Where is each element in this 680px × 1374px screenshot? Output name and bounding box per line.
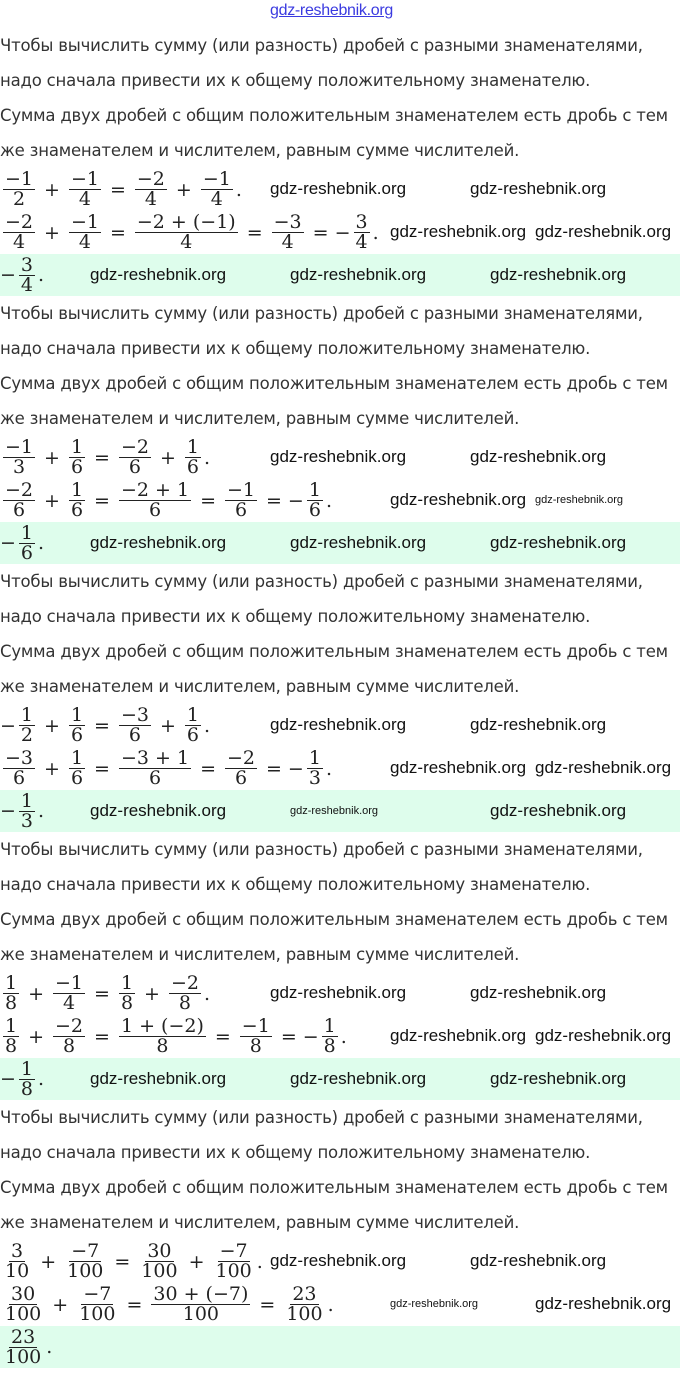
numerator: −3: [273, 211, 302, 233]
denominator: 100: [141, 1260, 178, 1282]
numerator: −2: [136, 168, 165, 190]
watermark-text: gdz-reshebnik.org: [90, 801, 227, 820]
math-text: −: [0, 714, 16, 737]
fraction: [3, 438, 35, 477]
fraction: [185, 438, 201, 477]
numerator: −3 + 1: [120, 747, 190, 769]
answer-box: [0, 1326, 680, 1368]
watermark-text: gdz-reshebnik.org: [470, 715, 607, 734]
math-text: −: [302, 1025, 319, 1048]
fraction: [69, 706, 85, 745]
numerator: −7: [219, 1240, 248, 1262]
solution-block: [0, 296, 680, 564]
operator: +: [44, 446, 60, 469]
numerator: −2 + (−1): [136, 211, 236, 233]
fraction: [3, 1017, 19, 1056]
fraction: [272, 213, 304, 252]
operator: =: [94, 1025, 110, 1048]
operator: +: [144, 982, 160, 1005]
numerator: −3: [120, 704, 149, 726]
operator: =: [126, 1293, 143, 1316]
numerator: 3: [355, 211, 368, 233]
denominator: 100: [67, 1260, 104, 1282]
fraction: [119, 1017, 206, 1056]
explanation-line: Чтобы вычислить сумму (или разность) дробей с разными знаменателями,: [0, 572, 643, 591]
math-text: .: [325, 757, 332, 780]
fraction: [3, 170, 35, 209]
math-text: .: [256, 1250, 263, 1273]
watermark-text: gdz-reshebnik.org: [470, 447, 607, 466]
fraction: [3, 213, 35, 252]
numerator: 1: [308, 747, 321, 769]
math-text: −: [0, 800, 16, 822]
fraction: [69, 749, 85, 788]
denominator: 2: [12, 188, 26, 210]
math-text: .: [38, 532, 45, 554]
operator: =: [94, 446, 110, 469]
explanation-line: Сумма двух дробей с общим положительным знаменателем есть дробь с тем: [0, 1178, 668, 1197]
operator: =: [214, 1025, 231, 1048]
fraction: [119, 481, 191, 520]
fraction: [185, 706, 201, 745]
denominator: 3: [20, 809, 34, 832]
math-text: .: [203, 446, 211, 469]
numerator: −2: [170, 972, 199, 994]
fraction: [19, 789, 35, 832]
solution-block: [0, 832, 680, 1100]
denominator: 6: [148, 767, 162, 789]
solution-block: [0, 28, 680, 296]
denominator: 3: [308, 767, 321, 789]
numerator: −7: [83, 1283, 112, 1305]
watermark-text: gdz-reshebnik.org: [535, 222, 672, 241]
denominator: 8: [120, 992, 134, 1014]
fraction: [135, 213, 238, 252]
watermark-text: gdz-reshebnik.org: [270, 983, 407, 1002]
fraction: [19, 1057, 35, 1100]
numerator: 30: [147, 1240, 172, 1262]
numerator: 30 + (−7): [153, 1283, 249, 1305]
explanation-line: надо сначала привести их к общему положительному знаменателю.: [0, 607, 591, 626]
operator: =: [94, 982, 110, 1005]
fraction: [119, 438, 151, 477]
denominator: 4: [78, 231, 91, 253]
fraction: [77, 1285, 117, 1324]
denominator: 6: [186, 724, 199, 746]
denominator: 6: [308, 499, 321, 521]
numerator: 1: [5, 972, 18, 994]
numerator: −2: [226, 747, 255, 769]
watermark-text: gdz-reshebnik.org: [290, 533, 427, 552]
explanation-line: Сумма двух дробей с общим положительным знаменателем есть дробь с тем: [0, 642, 668, 661]
explanation-line: надо сначала привести их к общему положительному знаменателю.: [0, 875, 591, 894]
math-text: .: [325, 489, 332, 512]
numerator: 1 + (−2): [120, 1015, 204, 1037]
denominator: 6: [70, 499, 84, 521]
operator: +: [44, 489, 60, 512]
numerator: −1: [241, 1015, 270, 1037]
watermark-text: gdz-reshebnik.org: [270, 715, 407, 734]
watermark-text: gdz-reshebnik.org: [470, 983, 607, 1002]
operator: +: [44, 714, 60, 737]
operator: =: [266, 489, 282, 512]
fraction: [225, 749, 257, 788]
watermark-text: gdz-reshebnik.org: [390, 758, 527, 777]
operator: =: [200, 489, 216, 512]
denominator: 100: [182, 1303, 220, 1325]
operator: =: [109, 178, 126, 201]
watermark-text: gdz-reshebnik.org: [535, 1294, 672, 1313]
fraction: [213, 1242, 253, 1281]
numerator: 1: [70, 704, 84, 726]
numerator: −2: [5, 479, 34, 501]
numerator: 23: [292, 1283, 317, 1305]
watermark-text: gdz-reshebnik.org: [290, 1069, 427, 1088]
math-text: −: [0, 532, 16, 554]
explanation-line: Чтобы вычислить сумму (или разность) дробей с разными знаменателями,: [0, 36, 643, 55]
explanation-line: Сумма двух дробей с общим положительным знаменателем есть дробь с тем: [0, 106, 668, 125]
denominator: 6: [70, 724, 84, 746]
denominator: 4: [180, 231, 193, 253]
math-text: .: [203, 714, 211, 737]
watermark-text: gdz-reshebnik.org: [270, 179, 407, 198]
fraction: [119, 749, 191, 788]
watermark-text: gdz-reshebnik.org: [490, 801, 627, 820]
numerator: 3: [11, 1240, 24, 1262]
fraction: [3, 1285, 43, 1324]
fraction: [307, 481, 323, 520]
operator: +: [188, 1250, 205, 1273]
fraction: [354, 213, 370, 252]
fraction: [3, 1242, 31, 1281]
fraction: [69, 481, 85, 520]
denominator: 100: [5, 1303, 42, 1325]
denominator: 4: [12, 231, 26, 253]
math-text: .: [38, 800, 45, 822]
explanation-line: Чтобы вычислить сумму (или разность) дробей с разными знаменателями,: [0, 1108, 643, 1127]
math-text: .: [235, 178, 242, 201]
fraction: [119, 974, 135, 1013]
operator: +: [40, 1250, 57, 1273]
numerator: −1: [226, 479, 255, 501]
fraction: [225, 481, 257, 520]
watermark-text: gdz-reshebnik.org: [535, 1026, 672, 1045]
denominator: 8: [249, 1035, 262, 1057]
explanation-line: надо сначала привести их к общему положительному знаменателю.: [0, 339, 591, 358]
operator: +: [52, 1293, 69, 1316]
denominator: 8: [20, 1077, 34, 1100]
numerator: 30: [11, 1283, 36, 1305]
fraction: [19, 521, 35, 564]
denominator: 2: [20, 724, 34, 746]
fraction: [65, 1242, 105, 1281]
numerator: −7: [71, 1240, 100, 1262]
numerator: 23: [11, 1325, 36, 1348]
fraction: [53, 974, 85, 1013]
fraction: [69, 170, 101, 209]
operator: +: [44, 178, 60, 201]
numerator: −2: [55, 1015, 84, 1037]
numerator: −1: [70, 211, 99, 233]
watermark-text: gdz-reshebnik.org: [290, 265, 427, 284]
numerator: 1: [186, 436, 199, 458]
math-text: −: [0, 264, 16, 286]
numerator: 1: [5, 1015, 18, 1037]
math-text: .: [203, 982, 211, 1005]
header-watermark-link[interactable]: gdz-reshebnik.org: [270, 2, 393, 19]
explanation-line: же знаменателем и числителем, равным сумме числителей.: [0, 945, 520, 964]
math-text: −: [0, 1068, 16, 1090]
operator: =: [94, 757, 110, 780]
math-text: .: [340, 1025, 347, 1048]
explanation-line: же знаменателем и числителем, равным сумме числителей.: [0, 677, 520, 696]
watermark-text: gdz-reshebnik.org: [290, 805, 379, 817]
fraction: [3, 974, 19, 1013]
denominator: 4: [20, 273, 34, 296]
numerator: −2 + 1: [120, 479, 190, 501]
denominator: 100: [79, 1303, 116, 1325]
fraction: [53, 1017, 85, 1056]
numerator: 1: [70, 747, 84, 769]
denominator: 6: [12, 499, 26, 521]
denominator: 8: [5, 992, 18, 1014]
denominator: 6: [20, 541, 34, 564]
denominator: 6: [234, 499, 248, 521]
denominator: 6: [128, 456, 141, 478]
operator: =: [259, 1293, 276, 1316]
explanation-line: Сумма двух дробей с общим положительным знаменателем есть дробь с тем: [0, 910, 668, 929]
explanation-line: же знаменателем и числителем, равным сумме числителей.: [0, 409, 520, 428]
operator: =: [246, 221, 263, 244]
operator: +: [44, 221, 60, 244]
fraction: [3, 481, 35, 520]
math-text: .: [46, 1336, 53, 1358]
denominator: 4: [210, 188, 223, 210]
numerator: −1: [202, 168, 231, 190]
watermark-text: gdz-reshebnik.org: [535, 758, 672, 777]
math-text: −: [287, 757, 304, 780]
operator: =: [280, 1025, 297, 1048]
watermark-text: gdz-reshebnik.org: [390, 490, 527, 509]
denominator: 100: [286, 1303, 323, 1325]
numerator: −1: [5, 168, 34, 190]
denominator: 6: [186, 456, 199, 478]
explanation-line: же знаменателем и числителем, равным сумме числителей.: [0, 1213, 520, 1232]
numerator: 3: [20, 253, 34, 276]
fraction: [19, 253, 35, 296]
watermark-text: gdz-reshebnik.org: [270, 447, 407, 466]
watermark-text: gdz-reshebnik.org: [490, 1069, 627, 1088]
numerator: 1: [323, 1015, 336, 1037]
operator: =: [114, 1250, 131, 1273]
numerator: −1: [55, 972, 84, 994]
denominator: 6: [234, 767, 248, 789]
watermark-text: gdz-reshebnik.org: [90, 1069, 227, 1088]
numerator: −2: [5, 211, 34, 233]
operator: =: [109, 221, 126, 244]
denominator: 100: [215, 1260, 252, 1282]
denominator: 6: [70, 767, 84, 789]
numerator: 1: [20, 521, 34, 544]
fraction: [322, 1017, 338, 1056]
fraction: [201, 170, 233, 209]
denominator: 100: [5, 1345, 42, 1368]
denominator: 6: [70, 456, 84, 478]
denominator: 6: [128, 724, 141, 746]
watermark-text: gdz-reshebnik.org: [90, 265, 227, 284]
watermark-text: gdz-reshebnik.org: [490, 265, 627, 284]
operator: +: [175, 178, 192, 201]
operator: =: [200, 757, 216, 780]
operator: +: [28, 1025, 45, 1048]
numerator: 1: [186, 704, 199, 726]
fraction: [69, 213, 101, 252]
denominator: 4: [144, 188, 157, 210]
explanation-line: надо сначала привести их к общему положительному знаменателю.: [0, 1143, 591, 1162]
numerator: 1: [70, 436, 84, 458]
operator: =: [266, 757, 282, 780]
operator: +: [159, 714, 176, 737]
solution-block: [0, 1100, 680, 1368]
math-text: .: [327, 1293, 334, 1316]
numerator: 1: [70, 479, 84, 501]
fraction: [139, 1242, 179, 1281]
fraction: [19, 706, 35, 745]
watermark-text: gdz-reshebnik.org: [390, 1298, 479, 1310]
math-text: −: [334, 221, 351, 244]
fraction: [169, 974, 201, 1013]
denominator: 8: [62, 1035, 76, 1057]
math-text: −: [287, 489, 304, 512]
denominator: 6: [148, 499, 162, 521]
watermark-text: gdz-reshebnik.org: [470, 1251, 607, 1270]
math-text: .: [372, 221, 379, 244]
operator: +: [44, 757, 60, 780]
operator: +: [159, 446, 176, 469]
denominator: 4: [355, 231, 368, 253]
numerator: 1: [20, 704, 34, 726]
numerator: −1: [5, 436, 34, 458]
fraction: [151, 1285, 250, 1324]
denominator: 4: [62, 992, 76, 1014]
numerator: −2: [120, 436, 149, 458]
fraction: [3, 1325, 43, 1368]
explanation-line: Чтобы вычислить сумму (или разность) дробей с разными знаменателями,: [0, 304, 643, 323]
watermark-text: gdz-reshebnik.org: [470, 179, 607, 198]
fraction: [119, 706, 151, 745]
denominator: 4: [78, 188, 91, 210]
explanation-line: Сумма двух дробей с общим положительным знаменателем есть дробь с тем: [0, 374, 668, 393]
operator: =: [94, 714, 110, 737]
numerator: −3: [5, 747, 34, 769]
fraction: [69, 438, 85, 477]
explanation-line: надо сначала привести их к общему положительному знаменателю.: [0, 71, 591, 90]
fraction: [135, 170, 167, 209]
fraction: [284, 1285, 324, 1324]
explanation-line: Чтобы вычислить сумму (или разность) дробей с разными знаменателями,: [0, 840, 643, 859]
numerator: 1: [20, 1057, 34, 1080]
denominator: 6: [12, 767, 26, 789]
math-text: .: [38, 264, 45, 286]
watermark-text: gdz-reshebnik.org: [390, 222, 527, 241]
math-text: .: [38, 1068, 45, 1090]
watermark-text: gdz-reshebnik.org: [90, 533, 227, 552]
solution-block: [0, 564, 680, 832]
numerator: 1: [20, 789, 34, 812]
operator: =: [312, 221, 329, 244]
explanation-line: же знаменателем и числителем, равным сумме числителей.: [0, 141, 520, 160]
denominator: 8: [178, 992, 192, 1014]
denominator: 10: [5, 1260, 30, 1282]
numerator: 1: [120, 972, 134, 994]
denominator: 8: [323, 1035, 336, 1057]
operator: =: [94, 489, 110, 512]
denominator: 8: [156, 1035, 169, 1057]
fraction: [240, 1017, 272, 1056]
denominator: 8: [5, 1035, 18, 1057]
numerator: 1: [308, 479, 321, 501]
watermark-text: gdz-reshebnik.org: [490, 533, 627, 552]
denominator: 4: [281, 231, 294, 253]
fraction: [3, 749, 35, 788]
watermark-text: gdz-reshebnik.org: [535, 494, 624, 506]
denominator: 3: [12, 456, 26, 478]
fraction: [307, 749, 323, 788]
watermark-text: gdz-reshebnik.org: [270, 1251, 407, 1270]
operator: +: [28, 982, 45, 1005]
watermark-text: gdz-reshebnik.org: [390, 1026, 527, 1045]
numerator: −1: [70, 168, 99, 190]
